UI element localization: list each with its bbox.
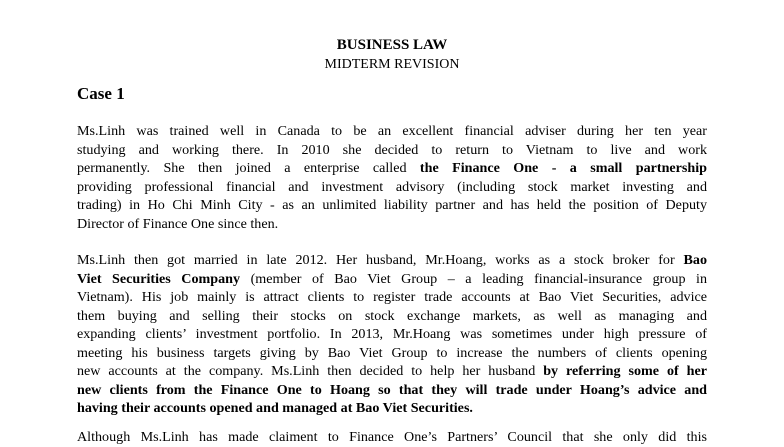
bold-text-run: having their accounts opened and managed at Bao Viet Securities. <box>77 400 473 416</box>
paragraph-line <box>77 270 707 289</box>
document-subtitle: MIDTERM REVISION <box>324 57 460 72</box>
paragraph-line: studying and working there. In 2010 she decided to return to Vietnam to live and work <box>77 141 707 158</box>
text-run: (member of Bao Viet Group – a leading financial-insurance group in <box>240 270 707 287</box>
paragraph-line <box>77 159 707 178</box>
paragraph-line: expanding clients’ investment portfolio. In 2013, Mr.Hoang was sometimes under high pressure of <box>77 326 707 342</box>
paragraph-line: Director of Finance One since then. <box>77 215 279 232</box>
bold-text-run: by referring some of her <box>543 363 707 379</box>
document-title: BUSINESS LAW <box>336 37 448 53</box>
paragraph-3 <box>77 428 707 447</box>
paragraph-line: Ms.Linh was trained well in Canada to be an excellent financial adviser during her ten year <box>77 123 707 139</box>
paragraph-line: Vietnam). His job mainly is attract clients to register trade accounts at Bao Viet Securities, advice <box>77 289 707 305</box>
bold-text-run: new clients from the Finance One to Hoang so that they will trade under Hoang’s advice and <box>77 381 707 398</box>
paragraph-line: meeting his business targets giving by Bao Viet Group to increase the numbers of clients opening <box>77 344 707 361</box>
bold-text-run: Viet Securities Company <box>77 270 241 287</box>
bold-text-run: Bao <box>683 252 707 268</box>
text-run: new accounts at the company. Ms.Linh then decided to help her husband <box>77 363 544 379</box>
paragraph-line <box>77 381 707 400</box>
paragraph-line <box>77 251 707 270</box>
paragraph-2 <box>77 251 707 418</box>
paragraph-line: Although Ms.Linh has made claiment to Finance One’s Partners’ Council that she only did this <box>77 429 707 445</box>
paragraph-line <box>77 399 707 418</box>
case-heading: Case 1 <box>77 84 125 103</box>
paragraph-line: providing professional financial and investment advisory (including stock market investing and <box>77 178 707 195</box>
paragraph-line: trading) in Ho Chi Minh City - as an unlimited liability partner and has held the position of Deputy <box>77 197 707 213</box>
paragraph-line <box>77 362 707 381</box>
paragraph-line: them buying and selling their stocks on stock exchange markets, as well as managing and <box>77 307 707 324</box>
text-run: Ms.Linh then got married in late 2012. Her husband, Mr.Hoang, works as a stock broker for <box>77 252 684 268</box>
text-run: permanently. She then joined a enterprise called <box>77 160 420 176</box>
paragraph-1 <box>77 122 707 233</box>
bold-text-run: the Finance One - a small partnership <box>419 160 707 176</box>
